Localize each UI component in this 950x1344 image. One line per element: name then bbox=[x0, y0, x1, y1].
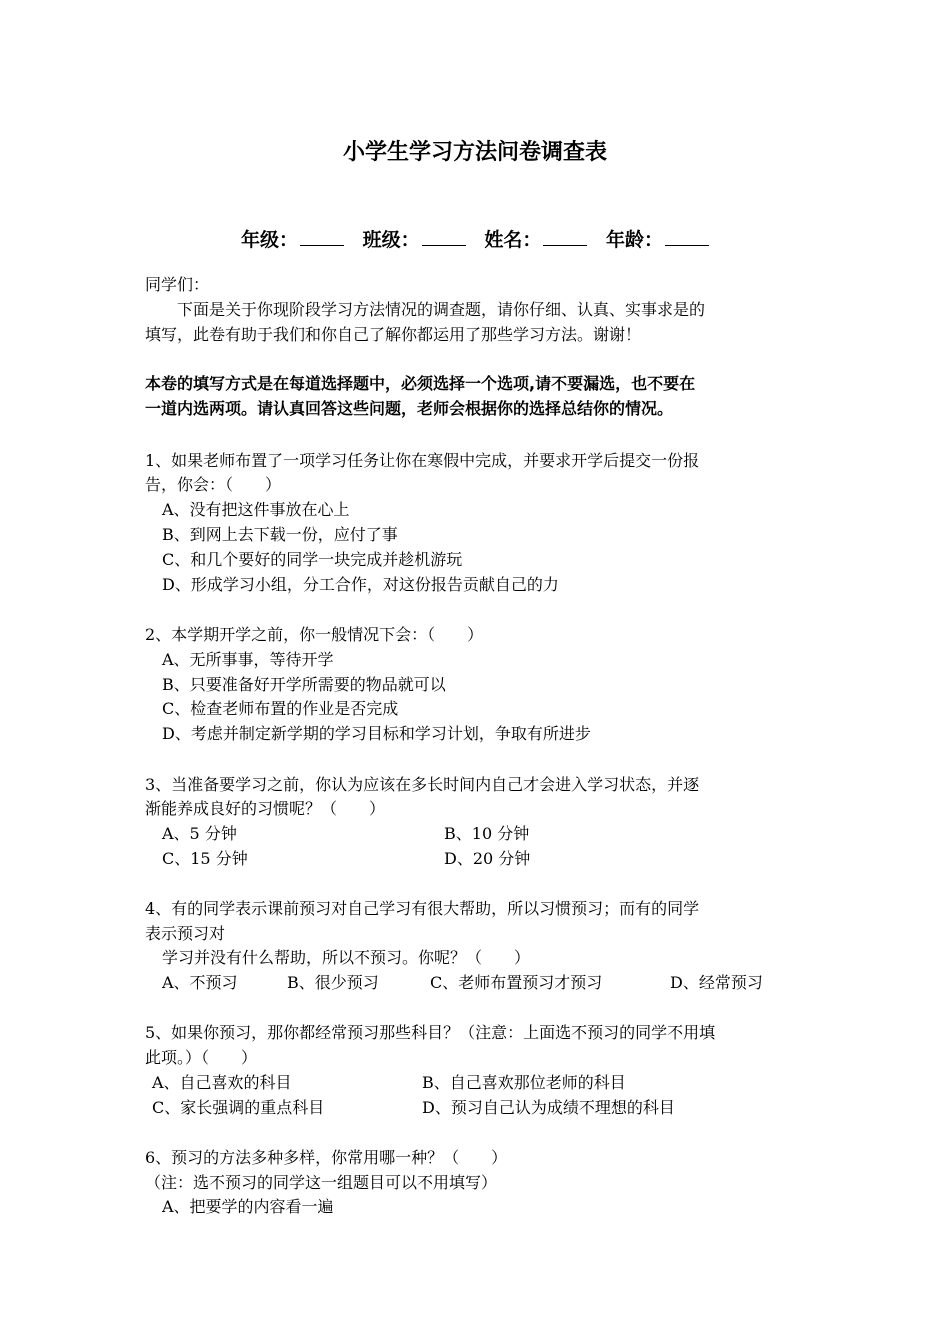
q2-option-a[interactable]: A、无所事事，等待开学 bbox=[162, 650, 334, 669]
q1-option-a[interactable]: A、没有把这件事放在心上 bbox=[162, 500, 350, 519]
class-blank[interactable] bbox=[422, 229, 466, 246]
age-field: 年龄： bbox=[606, 229, 709, 251]
q3-option-b[interactable]: B、10 分钟 bbox=[444, 824, 530, 843]
q3-option-a[interactable]: A、5 分钟 bbox=[162, 824, 237, 843]
name-blank[interactable] bbox=[543, 229, 587, 246]
q4-option-d[interactable]: D、经常预习 bbox=[670, 973, 763, 992]
q5-option-d[interactable]: D、预习自己认为成绩不理想的科目 bbox=[422, 1098, 675, 1117]
question-6-note: （注：选不预习的同学这一组题目可以不用填写） bbox=[145, 1173, 498, 1192]
q1-option-b[interactable]: B、到网上去下载一份，应付了事 bbox=[162, 525, 398, 544]
question-6-text: 6、预习的方法多种多样，你常用哪一种？（ ） bbox=[145, 1148, 508, 1167]
question-5-text: 此项。）（ ） bbox=[145, 1048, 258, 1067]
q3-option-c[interactable]: C、15 分钟 bbox=[162, 849, 248, 868]
greeting: 同学们： bbox=[145, 275, 210, 294]
q2-option-d[interactable]: D、考虑并制定新学期的学习目标和学习计划，争取有所进步 bbox=[162, 724, 591, 743]
student-info-row bbox=[0, 225, 950, 252]
name-field: 姓名： bbox=[484, 229, 587, 251]
q2-option-b[interactable]: B、只要准备好开学所需要的物品就可以 bbox=[162, 675, 446, 694]
intro-line: 填写，此卷有助于我们和你自己了解你都运用了那些学习方法。谢谢！ bbox=[145, 325, 642, 344]
question-1-text: 告，你会：（ ） bbox=[145, 475, 282, 494]
grade-field: 年级： bbox=[241, 229, 344, 251]
grade-blank[interactable] bbox=[300, 229, 344, 246]
question-3-text: 3、当准备要学习之前，你认为应该在多长时间内自己才会进入学习状态，并逐 bbox=[145, 775, 700, 794]
instruction-line: 一道内选两项。请认真回答这些问题，老师会根据你的选择总结你的情况。 bbox=[145, 399, 674, 418]
q5-option-a[interactable]: A、自己喜欢的科目 bbox=[152, 1073, 292, 1092]
instruction-line: 本卷的填写方式是在每道选择题中，必须选择一个选项,请不要漏选，也不要在 bbox=[145, 374, 696, 393]
q1-option-c[interactable]: C、和几个要好的同学一块完成并趁机游玩 bbox=[162, 550, 463, 569]
q2-option-c[interactable]: C、检查老师布置的作业是否完成 bbox=[162, 699, 399, 718]
q5-option-c[interactable]: C、家长强调的重点科目 bbox=[152, 1098, 325, 1117]
q4-option-b[interactable]: B、很少预习 bbox=[287, 973, 379, 992]
q1-option-d[interactable]: D、形成学习小组，分工合作，对这份报告贡献自己的力 bbox=[162, 575, 559, 594]
question-4-text: 4、有的同学表示课前预习对自己学习有很大帮助，所以习惯预习；而有的同学 bbox=[145, 899, 700, 918]
q3-option-d[interactable]: D、20 分钟 bbox=[444, 849, 531, 868]
q4-option-c[interactable]: C、老师布置预习才预习 bbox=[430, 973, 603, 992]
class-field: 班级： bbox=[363, 229, 466, 251]
question-1-text: 1、如果老师布置了一项学习任务让你在寒假中完成，并要求开学后提交一份报 bbox=[145, 451, 700, 470]
question-5-text: 5、如果你预习，那你都经常预习那些科目？（注意：上面选不预习的同学不用填 bbox=[145, 1023, 716, 1042]
question-2-text: 2、本学期开学之前，你一般情况下会：（ ） bbox=[145, 625, 484, 644]
page-title: 小学生学习方法问卷调查表 bbox=[342, 140, 607, 165]
age-blank[interactable] bbox=[665, 229, 709, 246]
q4-option-a[interactable]: A、不预习 bbox=[162, 973, 238, 992]
question-4-text: 学习并没有什么帮助，所以不预习。你呢？（ ） bbox=[162, 948, 531, 967]
q5-option-b[interactable]: B、自己喜欢那位老师的科目 bbox=[422, 1073, 626, 1092]
question-4-text: 表示预习对 bbox=[145, 924, 226, 943]
intro-line: 下面是关于你现阶段学习方法情况的调查题，请你仔细、认真、实事求是的 bbox=[177, 300, 706, 319]
question-3-text: 渐能养成良好的习惯呢？（ ） bbox=[145, 799, 386, 818]
q6-option-a[interactable]: A、把要学的内容看一遍 bbox=[162, 1197, 334, 1216]
